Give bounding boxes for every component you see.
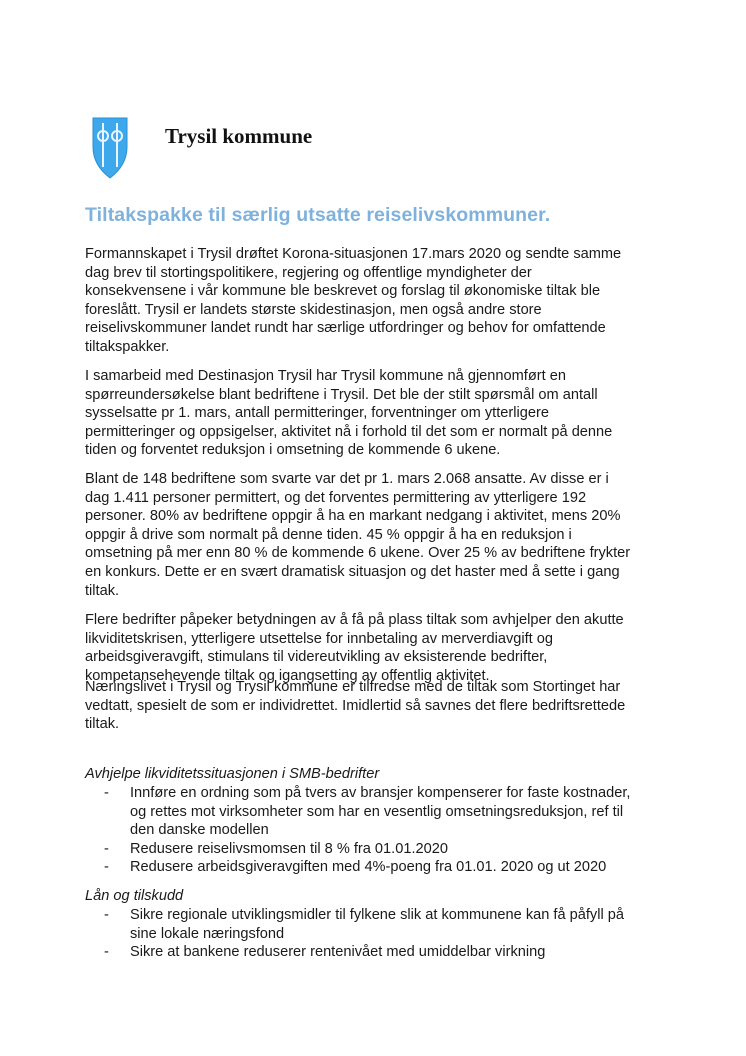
text-line: I samarbeid med Destinasjon Trysil har Trysil kommune nå gjennomført en	[85, 368, 566, 384]
coat-of-arms-logo	[92, 117, 128, 179]
text-line: konsekvensene i vår kommune ble beskrevet og forslag til økonomiske tiltak ble	[85, 283, 601, 300]
text-line: dag brev til stortingspolitikere, regjering og offentlige myndigheter der	[85, 264, 532, 281]
text-line: tiltak.	[85, 582, 120, 599]
text-line: Sikre regionale utviklingsmidler til fylkene slik at kommunene kan få påfyll på	[130, 907, 624, 923]
section-heading: Avhjelpe likviditetssituasjonen i SMB-bedrifter	[85, 766, 380, 782]
bullet-dash: -	[104, 944, 109, 960]
bullet-dash: -	[104, 841, 109, 857]
list-item-text	[130, 858, 606, 877]
text-line: likviditetskrisen, ytterligere utsettelse for innbetaling av merverdiavgift og	[85, 630, 554, 647]
paragraph	[85, 245, 621, 357]
list-item-text	[130, 906, 624, 943]
text-line: personer. 80% av bedriftene oppgir å ha en markant nedgang i aktivitet, mens 20%	[85, 508, 621, 525]
bullet-dash: -	[104, 859, 109, 875]
text-line: dag 1.411 personer permittert, og det forventes permittering av ytterligere 192	[85, 489, 587, 506]
text-line: tiltakspakker.	[85, 338, 170, 355]
paragraph	[85, 470, 630, 600]
organization-name: Trysil kommune	[165, 124, 313, 148]
paragraph	[85, 367, 612, 460]
text-line: Næringslivet i Trysil og Trysil kommune er tilfredse med de tiltak som Stortinget har	[85, 679, 621, 695]
text-line: spørreundersøkelse blant bedriftene i Trysil. Det ble der stilt spørsmål om antall	[85, 386, 598, 403]
text-line: vedtatt, spesielt de som er individrettet. Imidlertid så savnes det flere bedriftsrettede	[85, 697, 626, 714]
list-item-text	[130, 784, 631, 840]
bullet-dash: -	[104, 785, 109, 801]
text-line: tiltak.	[85, 716, 120, 733]
text-line: og rettes mot virksomheter som har en vesentlig omsetningsreduksjon, ref til	[130, 803, 624, 820]
text-line: Innføre en ordning som på tvers av bransjer kompenserer for faste kostnader,	[130, 785, 631, 801]
text-line: Formannskapet i Trysil drøftet Korona-situasjonen 17.mars 2020 og sendte samme	[85, 246, 622, 262]
text-line: foreslått. Trysil er landets største skidestinasjon, men også andre store	[85, 301, 542, 318]
list-item-text	[130, 943, 545, 962]
text-line: sine lokale næringsfond	[130, 925, 285, 942]
bullet-dash: -	[104, 907, 109, 923]
paragraph	[85, 678, 625, 734]
text-line: reiselivskommuner landet rundt har særlige utfordringer og behov for omfattende	[85, 320, 606, 337]
document-title: Tiltakspakke til særlig utsatte reiselivskommuner.	[85, 204, 551, 226]
text-line: permitteringer og oppsigelser, aktivitet nå i forhold til det som er normalt på denne	[85, 423, 613, 440]
text-line: Redusere arbeidsgiveravgiften med 4%-poeng fra 01.01. 2020 og ut 2020	[130, 859, 607, 875]
text-line: tiden og forventet reduksjon i omsetning de kommende 6 ukene.	[85, 442, 501, 459]
text-line: oppgir å drive som normalt på denne tiden. 45 % oppgir å ha en reduksjon i	[85, 526, 572, 543]
text-line: Redusere reiselivsmomsen til 8 % fra 01.01.2020	[130, 841, 448, 857]
text-line: en konkurs. Dette er en svært dramatisk situasjon og det haster med å sette i gang	[85, 563, 620, 580]
text-line: sysselsatte pr 1. mars, antall permitteringer, forventninger om ytterligere	[85, 405, 549, 422]
text-line: Sikre at bankene reduserer rentenivået med umiddelbar virkning	[130, 944, 546, 960]
list-item-text	[130, 840, 448, 859]
text-line: Flere bedrifter påpeker betydningen av å få på plass tiltak som avhjelper den akutte	[85, 612, 624, 628]
text-line: kompetansehevende tiltak og igangsetting av offentlig aktivitet.	[85, 667, 490, 684]
text-line: Blant de 148 bedriftene som svarte var det pr 1. mars 2.068 ansatte. Av disse er i	[85, 471, 609, 487]
text-line: omsetning på mer enn 80 % de kommende 6 ukene. Over 25 % av bedriftene frykter	[85, 545, 631, 562]
text-line: den danske modellen	[130, 822, 269, 839]
section-heading: Lån og tilskudd	[85, 888, 184, 904]
text-line: arbeidsgiveravgift, stimulans til videreutvikling av eksisterende bedrifter,	[85, 649, 548, 666]
paragraph	[85, 611, 624, 685]
